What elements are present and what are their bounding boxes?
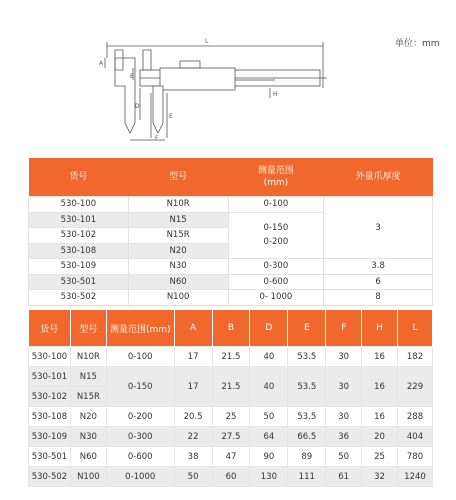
label-D: D [135,103,140,110]
cell-F: 30 [326,367,362,407]
cell-model: N60 [128,274,228,290]
cell-thickness: 3.8 [324,259,433,275]
cell-L: 229 [397,367,432,407]
cell-F: 36 [326,427,362,447]
cell-model: N15R [70,387,106,407]
cell-B: 47 [212,447,250,467]
table-row [29,467,433,487]
label-H: H [273,91,278,98]
cell-model: N20 [70,407,106,427]
cell-E: 53.5 [288,407,326,427]
cell-model: N10R [70,347,106,367]
cell-L: 404 [397,427,432,447]
range-line-1: 0-150 [263,223,289,234]
cell-D: 130 [250,467,288,487]
cell-model: N100 [70,467,106,487]
cell-code: 530-109 [29,259,129,275]
cell-code: 530-101 [29,367,71,387]
header-range: 测量范围 (mm) [228,158,324,197]
header-code: 货号 [29,158,129,197]
cell-B: 25 [212,407,250,427]
cell-code: 530-109 [29,427,71,447]
header-L: L [397,310,432,347]
header-model: 型号 [128,158,228,197]
cell-A: 17 [174,367,212,407]
cell-D: 40 [250,347,288,367]
label-A: A [99,60,104,67]
cell-H: 16 [362,407,398,427]
cell-model: N20 [128,243,228,259]
cell-model: N100 [128,290,228,306]
cell-F: 30 [326,407,362,427]
cell-L: 1240 [397,467,432,487]
caliper-diagram [95,28,335,143]
cell-H: 16 [362,347,398,367]
cell-code: 530-100 [29,197,129,213]
cell-code: 530-501 [29,274,129,290]
cell-L: 780 [397,447,432,467]
cell-range: 0- 1000 [228,290,324,306]
cell-range: 0-100 [106,347,174,367]
header-H: H [362,310,398,347]
cell-model: N30 [70,427,106,447]
cell-thickness: 8 [324,290,433,306]
cell-D: 90 [250,447,288,467]
cell-code: 530-502 [29,290,129,306]
cell-H: 16 [362,367,398,407]
cell-model: N15 [128,212,228,228]
table-header-row [29,310,433,347]
header-range: 测量范围(mm) [106,310,174,347]
cell-code: 530-108 [29,407,71,427]
cell-A: 17 [174,347,212,367]
cell-code: 530-101 [29,212,129,228]
label-B: B [130,73,135,80]
cell-range: 0-300 [228,259,324,275]
table-row [29,290,433,306]
cell-range-merged [228,212,324,259]
cell-B: 21.5 [212,367,250,407]
table-row [29,197,433,213]
header-E: E [288,310,326,347]
cell-B: 60 [212,467,250,487]
header-code: 货号 [29,310,71,347]
cell-B: 27.5 [212,427,250,447]
header-A: A [174,310,212,347]
table-row [29,407,433,427]
table-row [29,367,433,387]
cell-range: 0-150 [106,367,174,407]
caliper-dimension-table [28,310,433,487]
cell-model: N10R [128,197,228,213]
label-F: F [155,135,159,142]
cell-code: 530-502 [29,467,71,487]
cell-D: 40 [250,367,288,407]
cell-model: N60 [70,447,106,467]
table-row [29,274,433,290]
table-row [29,447,433,467]
cell-range: 0-200 [106,407,174,427]
cell-code: 530-501 [29,447,71,467]
header-thickness: 外量爪厚度 [324,158,433,197]
cell-A: 22 [174,427,212,447]
table-row [29,347,433,367]
cell-E: 53.5 [288,367,326,407]
table-header-row [29,158,433,197]
cell-range: 0-600 [228,274,324,290]
cell-F: 61 [326,467,362,487]
cell-A: 20.5 [174,407,212,427]
cell-code: 530-102 [29,387,71,407]
cell-E: 89 [288,447,326,467]
cell-E: 111 [288,467,326,487]
cell-B: 21.5 [212,347,250,367]
header-D: D [250,310,288,347]
cell-A: 38 [174,447,212,467]
cell-model: N30 [128,259,228,275]
cell-F: 30 [326,347,362,367]
cell-code: 530-108 [29,243,129,259]
header-B: B [212,310,250,347]
cell-A: 50 [174,467,212,487]
cell-range: 0-1000 [106,467,174,487]
unit-label: 单位：mm [395,39,440,49]
cell-E: 53.5 [288,347,326,367]
cell-range: 0-300 [106,427,174,447]
cell-E: 66.5 [288,427,326,447]
cell-code: 530-100 [29,347,71,367]
cell-H: 32 [362,467,398,487]
cell-D: 64 [250,427,288,447]
header-F: F [326,310,362,347]
table-row [29,259,433,275]
cell-range: 0-100 [228,197,324,213]
caliper-spec-table [28,158,433,306]
cell-model: N15R [128,228,228,244]
cell-code: 530-102 [29,228,129,244]
cell-D: 50 [250,407,288,427]
cell-F: 50 [326,447,362,467]
header-model: 型号 [70,310,106,347]
cell-H: 25 [362,447,398,467]
range-line-2: 0-200 [263,237,289,248]
table-row [29,427,433,447]
cell-H: 20 [362,427,398,447]
label-E: E [169,113,173,120]
cell-thickness: 6 [324,274,433,290]
cell-model: N15 [70,367,106,387]
cell-L: 288 [397,407,432,427]
label-L: L [205,38,209,45]
cell-range: 0-600 [106,447,174,467]
cell-thickness-merged: 3 [324,197,433,259]
cell-L: 182 [397,347,432,367]
